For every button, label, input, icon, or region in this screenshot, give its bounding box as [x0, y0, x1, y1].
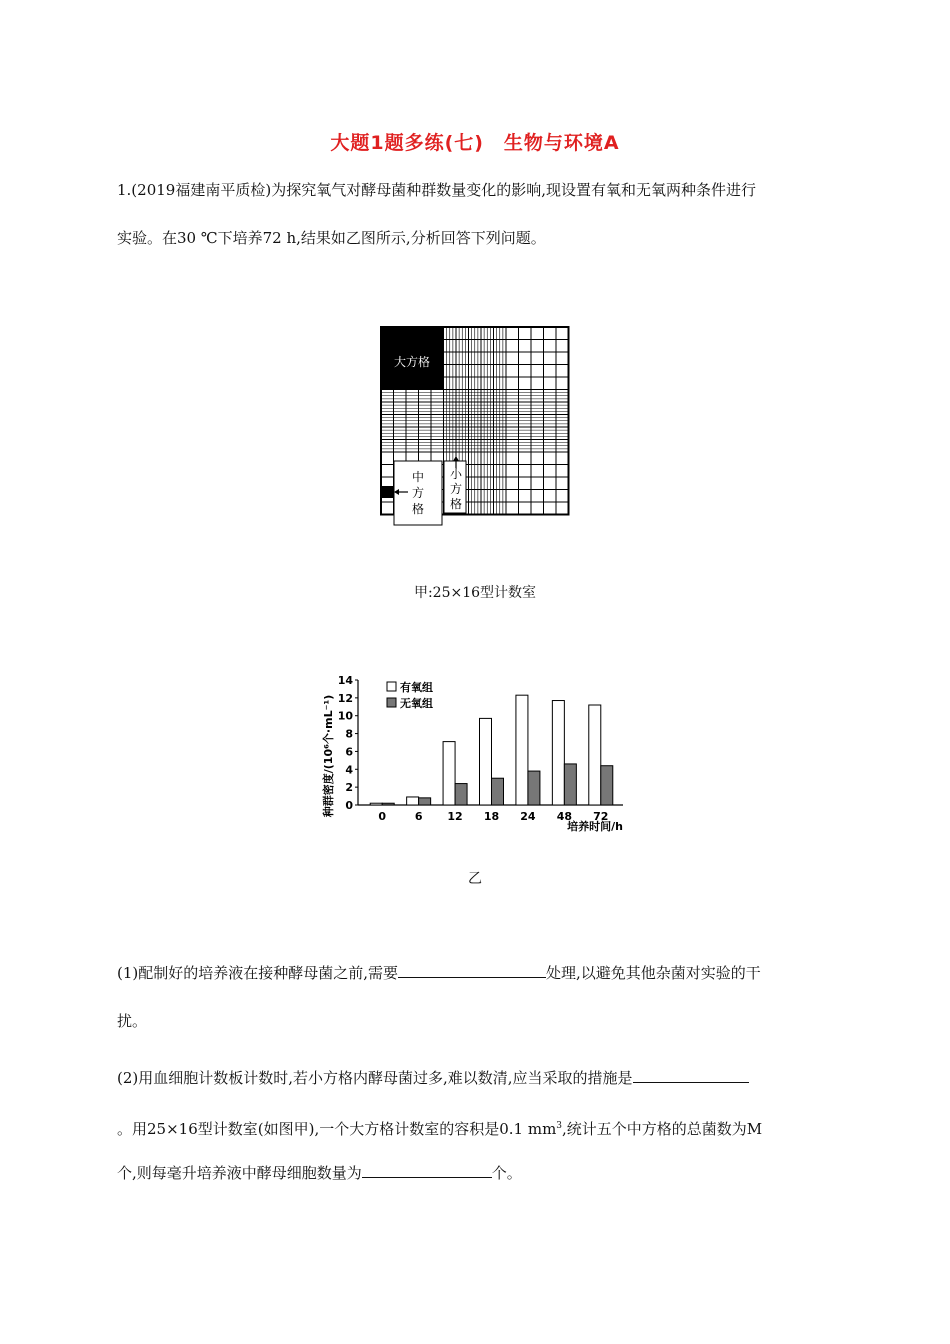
x-tick-label: 12 — [447, 810, 463, 823]
mid-square-marker — [381, 486, 393, 498]
bar-anaerobic — [382, 803, 394, 805]
chart-legend — [387, 680, 433, 710]
x-tick-label: 72 — [593, 810, 609, 823]
question-1-2-line1 — [117, 1068, 837, 1088]
x-tick-label: 0 — [378, 810, 387, 823]
x-tick-label: 48 — [556, 810, 573, 823]
question-1-2-line3-text-after: 个。 — [491, 1164, 522, 1182]
y-tick-label: 4 — [345, 763, 353, 777]
question-1-1-text-after: 处理,以避免其他杂菌对实验的干 — [546, 964, 761, 982]
y-tick-label: 2 — [345, 781, 353, 795]
small-square-label-2: 方 — [449, 482, 463, 496]
question-1-1-line1 — [117, 963, 837, 983]
big-square-label: 大方格 — [393, 355, 431, 369]
question-1-2-line2-text-after: ,统计五个中方格的总菌数为M — [562, 1120, 763, 1138]
question-1-2-text: (2)用血细胞计数板计数时,若小方格内酵母菌过多,难以数清,应当采取的措施是 — [117, 1069, 633, 1087]
legend-label-anaerobic: 无氧组 — [400, 697, 433, 710]
x-tick-label: 6 — [414, 810, 423, 823]
x-axis-label: 培养时间/h — [567, 820, 623, 833]
bar-anaerobic — [564, 764, 576, 805]
bar-aerobic — [370, 803, 382, 805]
bar-chart — [318, 668, 648, 840]
bar-aerobic — [443, 742, 455, 805]
bar-anaerobic — [419, 798, 431, 805]
question-1-stem-line1: 1.(2019福建南平质检)为探究氧气对酵母菌种群数量变化的影响,现设置有氧和无氧两种条件进行 — [117, 181, 756, 199]
y-tick-label: 10 — [337, 709, 353, 723]
y-tick-label: 14 — [337, 674, 353, 687]
cubic-superscript: 3 — [556, 1121, 563, 1131]
counting-chamber-figure — [380, 326, 570, 526]
mid-square-label-2: 方 — [411, 486, 425, 500]
y-tick-label: 0 — [345, 799, 353, 812]
question-1-2-line3 — [117, 1163, 837, 1183]
question-1-2-line2 — [117, 1116, 837, 1139]
y-tick-label: 6 — [345, 745, 353, 759]
bar-anaerobic — [528, 771, 540, 805]
bar-aerobic — [516, 695, 528, 805]
x-tick-label: 24 — [520, 810, 536, 823]
bar-anaerobic — [492, 778, 504, 805]
bar-aerobic — [589, 705, 601, 805]
figure-yi-caption: 乙 — [468, 871, 482, 887]
bar-anaerobic — [455, 784, 467, 805]
y-tick-label: 12 — [337, 691, 353, 705]
page-title: 大题1题多练(七) 生物与环境A — [330, 132, 620, 154]
y-tick-label: 8 — [345, 727, 353, 741]
answer-blank-1[interactable] — [398, 963, 546, 978]
mid-square-label-3: 格 — [411, 502, 425, 516]
y-axis-label: 种群密度/(10⁶个·mL⁻¹) — [322, 694, 335, 818]
x-tick-label: 18 — [483, 810, 500, 823]
bar-aerobic — [480, 718, 492, 805]
bar-aerobic — [407, 797, 419, 805]
question-1-stem-line2: 实验。在30 ℃下培养72 h,结果如乙图所示,分析回答下列问题。 — [117, 229, 546, 247]
small-square-label-3: 格 — [449, 497, 463, 511]
answer-blank-3[interactable] — [362, 1163, 492, 1178]
legend-label-aerobic: 有氧组 — [400, 681, 433, 694]
question-1-1-text-before: (1)配制好的培养液在接种酵母菌之前,需要 — [117, 964, 399, 982]
bar-aerobic — [552, 701, 564, 805]
legend-swatch-anaerobic — [387, 698, 396, 707]
legend-swatch-aerobic — [387, 682, 396, 691]
answer-blank-2[interactable] — [633, 1068, 749, 1083]
question-1-1-line2: 扰。 — [117, 1012, 148, 1030]
mid-square-label-1: 中 — [411, 470, 425, 484]
figure-jia-caption: 甲:25×16型计数室 — [413, 585, 537, 601]
bar-anaerobic — [601, 766, 613, 805]
question-1-2-line3-text: 个,则每毫升培养液中酵母细胞数量为 — [117, 1164, 362, 1182]
question-1-2-line2-text: 。用25×16型计数室(如图甲),一个大方格计数室的容积是0.1 mm — [117, 1120, 557, 1138]
small-square-label-1: 小 — [449, 467, 463, 481]
